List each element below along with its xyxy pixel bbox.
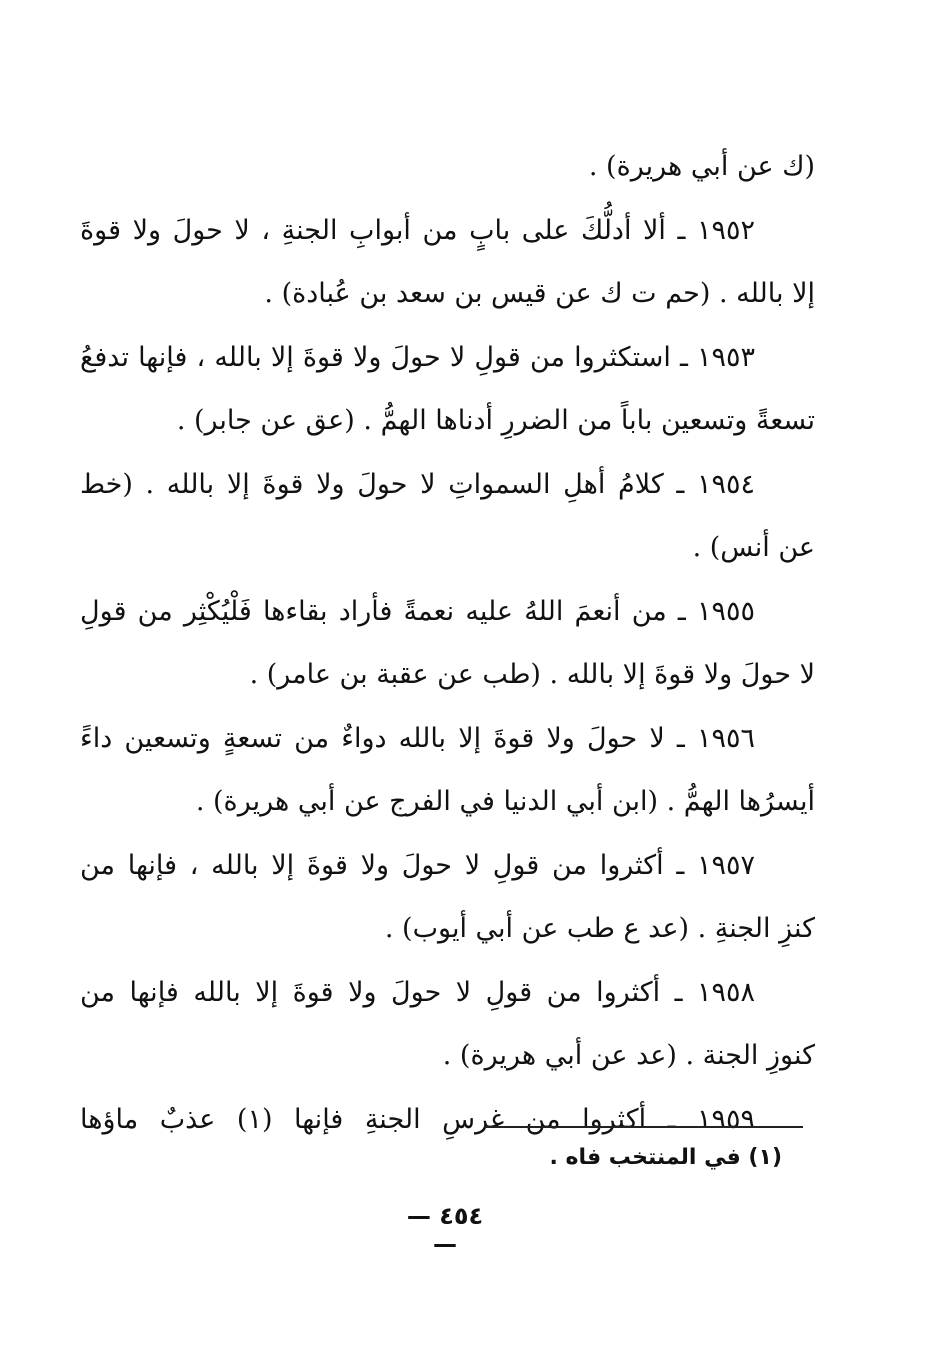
text-line: ١٩٥٨ ـ أكثروا من قولِ لا حولَ ولا قوةَ إلا بالله فإنها من (80, 976, 755, 1008)
footnote-divider (485, 1126, 803, 1128)
text-line: ١٩٥٢ ـ ألا أدلُّكَ على بابٍ من أبوابِ الجنةِ ، لا حولَ ولا قوةَ (80, 214, 755, 246)
text-line: ١٩٥٤ ـ كلامُ أهلِ السمواتِ لا حولَ ولا قوةَ إلا بالله . (خط (80, 468, 755, 500)
text-line: ١٩٥٧ ـ أكثروا من قولِ لا حولَ ولا قوةَ إلا بالله ، فإنها من (80, 849, 755, 881)
text-line: ١٩٥٦ ـ لا حولَ ولا قوةَ إلا بالله دواءٌ من تسعةٍ وتسعين داءً (80, 722, 755, 754)
page-number: — ٤٥٤ — (406, 1202, 484, 1258)
text-line: (ك عن أبي هريرة) . (588, 151, 815, 182)
text-line: تسعةً وتسعين باباً من الضررِ أدناها الهمُّ . (عق عن جابر) . (176, 405, 815, 436)
text-line: ١٩٥٥ ـ من أنعمَ اللهُ عليه نعمةً فأراد بقاءها فَلْيُكْثِر من قولِ (80, 595, 755, 627)
page-body-text (80, 135, 815, 1151)
text-line: كنزِ الجنةِ . (عد ع طب عن أبي أيوب) . (384, 913, 815, 944)
text-line: إلا بالله . (حم ت ك عن قيس بن سعد بن عُبادة) . (264, 278, 815, 309)
text-line: ١٩٥٣ ـ استكثروا من قولِ لا حولَ ولا قوةَ إلا بالله ، فإنها تدفعُ (80, 341, 755, 373)
text-line: كنوزِ الجنة . (عد عن أبي هريرة) . (442, 1040, 815, 1071)
footnote: (١) في المنتخب فاه . (549, 1145, 782, 1170)
text-line: ١٩٥٩ ـ أكثروا من غرسِ الجنةِ فإنها (١) عذبٌ ماؤها (80, 1103, 756, 1135)
text-line: أيسرُها الهمُّ . (ابن أبي الدنيا في الفرج عن أبي هريرة) . (195, 786, 815, 817)
text-line: لا حولَ ولا قوةَ إلا بالله . (طب عن عقبة بن عامر) . (249, 659, 815, 690)
text-line: عن أنس) . (692, 532, 815, 563)
